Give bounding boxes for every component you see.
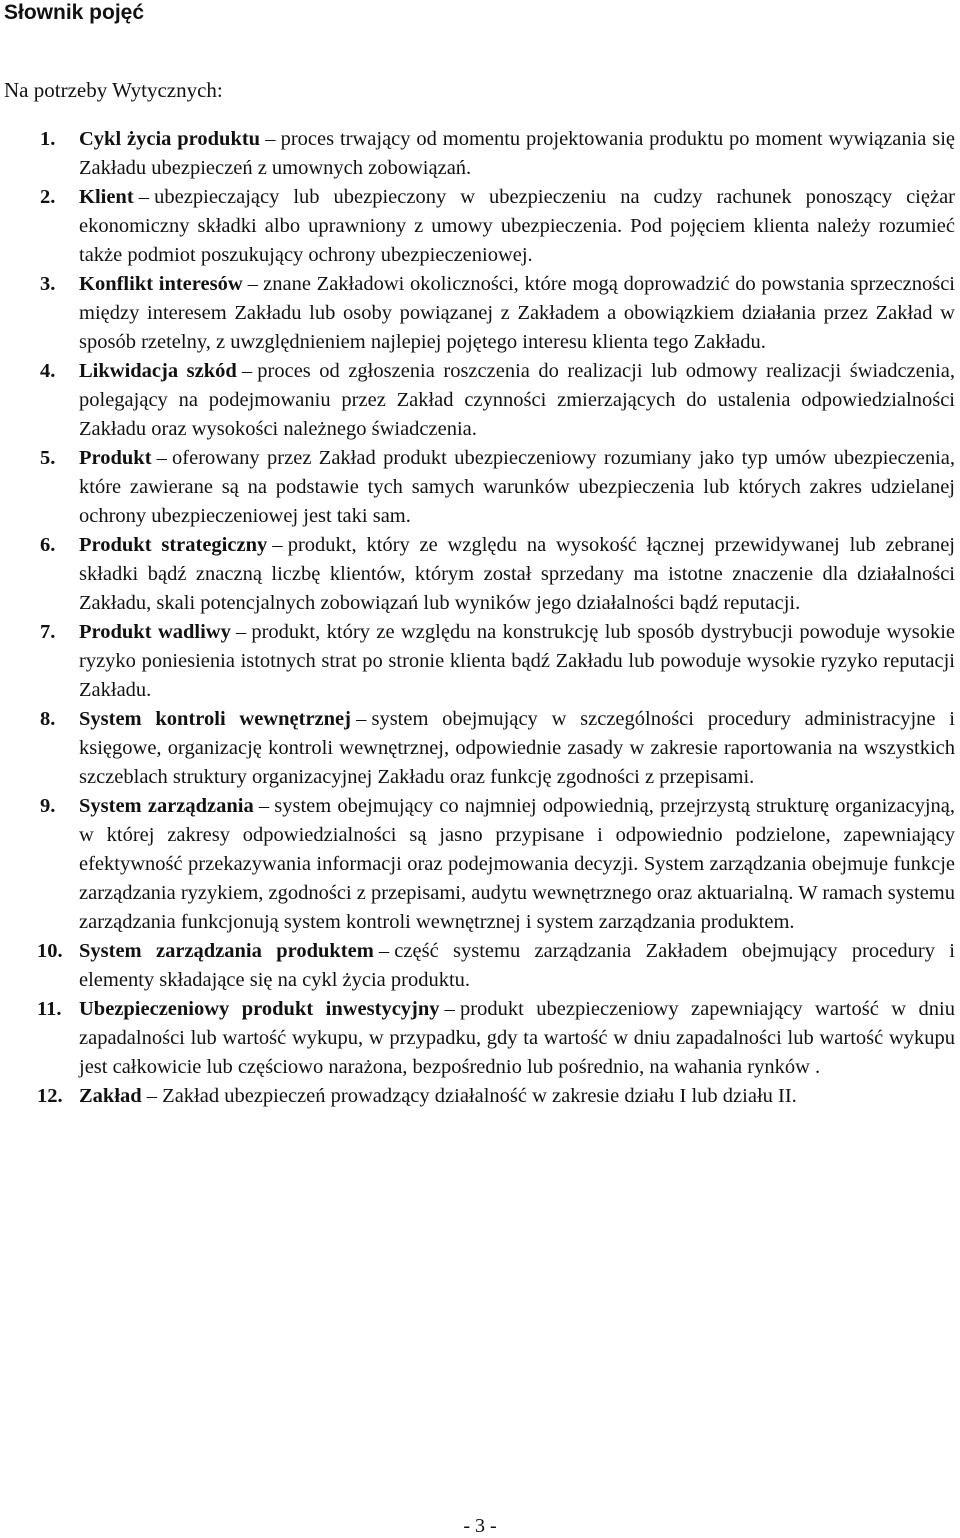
glossary-entry	[0, 183, 955, 270]
entry-number: 10.	[37, 940, 63, 962]
entry-definition: system obejmujący w szczególności procedury administracyjne i księgowe, organizację kontroli wewnętrznej, odpowiednie zasady w zakresie raportowania na wszystkich szczeblach struktury organizacyjnej Zakładu oraz funkcję zgodności z przepisami.	[79, 708, 955, 788]
glossary-entry	[0, 995, 955, 1082]
intro-text: Na potrzeby Wytycznych:	[4, 78, 223, 102]
entry-definition: produkt, który ze względu na konstrukcję lub sposób dystrybucji powoduje wysokie ryzyko poniesienia istotnych strat po stronie klienta bądź Zakładu lub powoduje wysokie ryzyko reputacji Zakładu.	[79, 621, 955, 701]
glossary-entry	[0, 270, 955, 357]
glossary-list	[0, 125, 955, 1111]
entry-separator: –	[241, 360, 253, 382]
entry-definition: produkt ubezpieczeniowy zapewniający wartość w dniu zapadalności lub wartość wykupu, w przypadku, gdy ta wartość w dniu zapadalności lub wartość wykupu jest całkowicie lub częściowo narażona, bezpośrednio lub pośrednio, na wahania rynków .	[79, 998, 955, 1078]
entry-separator: –	[444, 998, 455, 1020]
entry-separator: –	[146, 1085, 158, 1107]
entry-separator: –	[258, 795, 270, 817]
glossary-entry	[0, 357, 955, 444]
glossary-entry	[0, 531, 955, 618]
entry-separator: –	[235, 621, 247, 643]
entry-separator: –	[247, 273, 259, 295]
glossary-entry	[0, 618, 955, 705]
entry-number: 5.	[40, 447, 56, 469]
glossary-entry	[0, 792, 955, 937]
entry-number: 8.	[40, 708, 56, 730]
entry-separator: –	[378, 940, 390, 962]
entry-definition: znane Zakładowi okoliczności, które mogą doprowadzić do powstania sprzeczności między interesem Zakładu lub osoby powiązanej z Zakładem a obowiązkiem działania przez Zakład w sposób rzetelny, z uwzględnieniem najlepiej pojętego interesu klienta tego Zakładu.	[79, 273, 955, 353]
entry-separator: –	[138, 186, 150, 208]
entry-term: System zarządzania produktem	[79, 940, 374, 962]
entry-number: 4.	[40, 360, 56, 382]
entry-term: Zakład	[79, 1085, 142, 1107]
entry-term: Ubezpieczeniowy produkt inwestycyjny	[79, 998, 440, 1020]
entry-term: Produkt	[79, 447, 152, 469]
entry-number: 6.	[40, 534, 56, 556]
glossary-entry	[0, 937, 955, 995]
entry-term: Produkt wadliwy	[79, 621, 231, 643]
entry-term: Likwidacja szkód	[79, 360, 237, 382]
entry-separator: –	[356, 708, 367, 730]
entry-number: 2.	[40, 186, 56, 208]
entry-term: Klient	[79, 186, 134, 208]
glossary-entry	[0, 705, 955, 792]
entry-separator: –	[156, 447, 167, 469]
entry-separator: –	[272, 534, 283, 556]
entry-number: 3.	[40, 273, 56, 295]
glossary-entry	[0, 1082, 955, 1111]
entry-term: Produkt strategiczny	[79, 534, 268, 556]
glossary-entry	[0, 444, 955, 531]
entry-definition: Zakład ubezpieczeń prowadzący działalność w zakresie działu I lub działu II.	[162, 1085, 797, 1107]
page-number: - 3 -	[463, 1515, 497, 1537]
entry-definition: produkt, który ze względu na wysokość łącznej przewidywanej lub zebranej składki bądź znaczną liczbę klientów, którym został sprzedany ma istotne znaczenie dla działalności Zakładu, skali potencjalnych zobowiązań lub wyników jego działalności bądź reputacji.	[79, 534, 955, 614]
entry-definition: część systemu zarządzania Zakładem obejmujący procedury i elementy składające się na cykl życia produktu.	[79, 940, 955, 991]
entry-term: System kontroli wewnętrznej	[79, 708, 351, 730]
entry-separator: –	[265, 128, 276, 150]
entry-number: 12.	[37, 1085, 63, 1107]
entry-number: 7.	[40, 621, 56, 643]
entry-term: Konflikt interesów	[79, 273, 243, 295]
page-title: Słownik pojęć	[4, 1, 145, 24]
entry-definition: oferowany przez Zakład produkt ubezpieczeniowy rozumiany jako typ umów ubezpieczenia, które zawierane są na podstawie tych samych warunków ubezpieczenia lub których zakres udzielanej ochrony ubezpieczeniowej jest taki sam.	[79, 447, 955, 527]
entry-number: 1.	[40, 128, 56, 150]
entry-number: 11.	[37, 998, 62, 1020]
entry-term: System zarządzania	[79, 795, 254, 817]
entry-term: Cykl życia produktu	[79, 128, 261, 150]
entry-number: 9.	[40, 795, 56, 817]
glossary-entry	[0, 125, 955, 183]
entry-definition: system obejmujący co najmniej odpowiednią, przejrzystą strukturę organizacyjną, w której zakresy odpowiedzialności są jasno przypisane i odpowiednio podzielone, zapewniający efektywność przekazywania informacji oraz podejmowania decyzji. System zarządzania obejmuje funkcje zarządzania ryzykiem, zgodności z przepisami, audytu wewnętrznego oraz aktuarialną. W ramach systemu zarządzania funkcjonują system kontroli wewnętrznej i system zarządzania produktem.	[79, 795, 955, 933]
entry-definition: proces od zgłoszenia roszczenia do realizacji lub odmowy realizacji świadczenia, polegający na podejmowaniu przez Zakład czynności zmierzających do ustalenia odpowiedzialności Zakładu oraz wysokości należnego świadczenia.	[79, 360, 955, 440]
entry-definition: ubezpieczający lub ubezpieczony w ubezpieczeniu na cudzy rachunek ponoszący ciężar ekonomiczny składki albo uprawniony z umowy ubezpieczenia. Pod pojęciem klienta należy rozumieć także podmiot poszukujący ochrony ubezpieczeniowej.	[79, 186, 955, 266]
entry-definition: proces trwający od momentu projektowania produktu po moment wywiązania się Zakładu ubezpieczeń z umownych zobowiązań.	[79, 128, 956, 179]
